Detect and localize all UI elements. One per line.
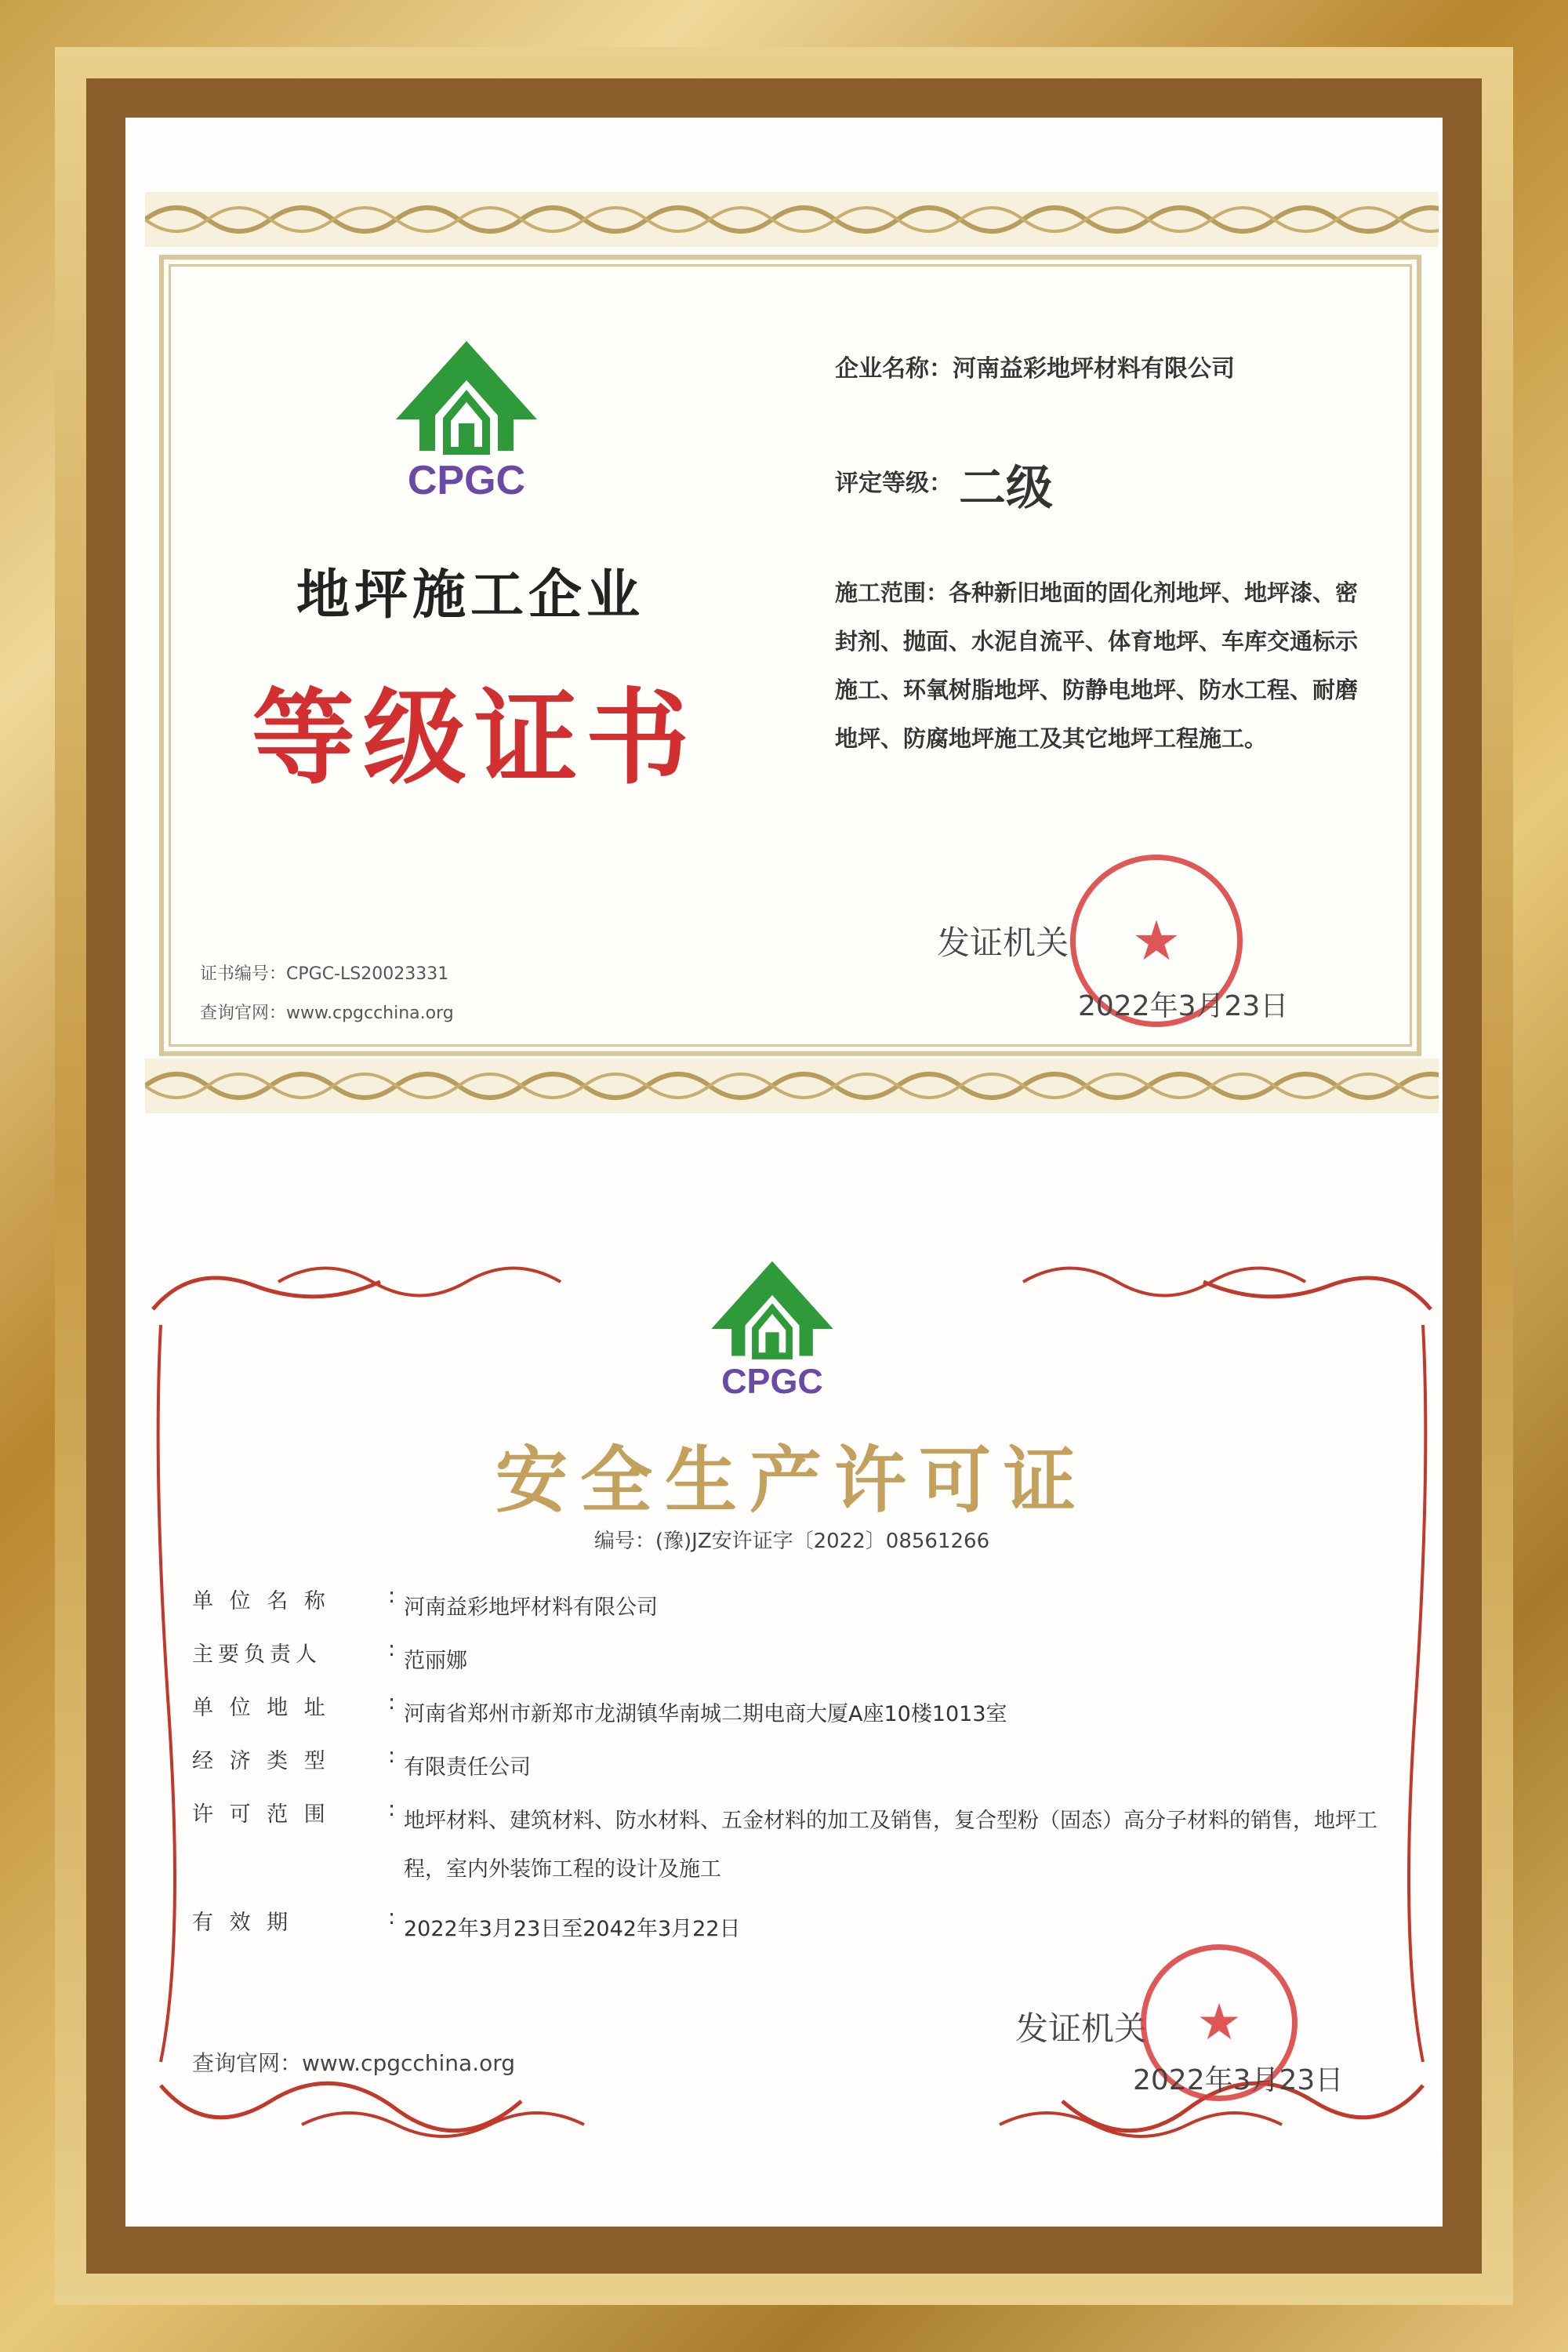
website-value: www.cpgcchina.org xyxy=(302,2050,516,2076)
info-row: 主要负责人 : 范丽娜 xyxy=(192,1637,1384,1686)
row-value: 范丽娜 xyxy=(404,1649,467,1673)
info-row: 许 可 范 围 : 地坪材料、建筑材料、防水材料、五金材料的加工及销售，复合型粉（固态）高分子材料的销售，地坪工程，室内外装饰工程的设计及施工 xyxy=(192,1797,1384,1894)
query-website xyxy=(200,1000,454,1024)
query-website xyxy=(192,2046,515,2078)
grade-value: 二级 xyxy=(959,461,1053,516)
info-row: 有 效 期 : 2022年3月23日至2042年3月22日 xyxy=(192,1905,1384,1954)
info-row: 经 济 类 型 : 有限责任公司 xyxy=(192,1744,1384,1792)
row-value: 有限责任公司 xyxy=(404,1755,531,1780)
company-name-row xyxy=(835,349,1368,383)
cert-number-value: CPGC-LS20023331 xyxy=(286,964,449,984)
cpgc-house-logo-icon xyxy=(698,1254,847,1403)
bottom-scroll-ornament xyxy=(145,1058,1439,1113)
info-row: 单 位 地 址 : 河南省郑州市新郑市龙湖镇华南城二期电商大厦A座10楼1013室 xyxy=(192,1690,1384,1739)
company-name-label: 企业名称： xyxy=(835,355,953,383)
certificate-title: 等级证书 xyxy=(252,677,697,799)
row-value: 河南益彩地坪材料有限公司 xyxy=(404,1595,658,1620)
red-star-icon: ★ xyxy=(1196,1994,1242,2052)
company-name-value: 河南益彩地坪材料有限公司 xyxy=(953,355,1235,383)
construction-scope xyxy=(835,568,1368,763)
top-scroll-ornament xyxy=(145,192,1439,247)
row-value: 2022年3月23日至2042年3月22日 xyxy=(404,1917,741,1941)
grade-label: 评定等级： xyxy=(835,470,953,497)
grade-row xyxy=(835,451,1368,518)
website-label: 查询官网： xyxy=(200,1004,287,1023)
row-label: 有 效 期 xyxy=(192,1911,293,1935)
certificate-number xyxy=(200,960,448,985)
issuer-label: 发证机关 xyxy=(937,924,1069,962)
certificate-subtitle: 地坪施工企业 xyxy=(296,564,644,626)
license-number: 编号：(豫)JZ安许证字〔2022〕08561266 xyxy=(593,1530,990,1553)
safety-production-license xyxy=(145,1239,1439,2156)
grade-certificate xyxy=(145,192,1439,1113)
issuer-label: 发证机关 xyxy=(1015,2009,1148,2048)
website-label: 查询官网： xyxy=(192,2050,303,2076)
row-label: 主要负责人 xyxy=(192,1642,321,1667)
website-value: www.cpgcchina.org xyxy=(286,1004,454,1023)
row-value: 地坪材料、建筑材料、防水材料、五金材料的加工及销售，复合型粉（固态）高分子材料的销售，地坪工程，室内外装饰工程的设计及施工 xyxy=(404,1809,1377,1882)
issue-date: 2022年3月23日 xyxy=(1133,2064,1344,2096)
svg-text:CPGC: CPGC xyxy=(721,1361,823,1402)
issue-date: 2022年3月23日 xyxy=(1078,990,1289,1022)
info-row: 单 位 名 称 : 河南益彩地坪材料有限公司 xyxy=(192,1584,1384,1632)
cpgc-house-logo-icon xyxy=(380,333,553,506)
row-label: 单 位 地 址 xyxy=(192,1696,330,1720)
row-value: 河南省郑州市新郑市龙湖镇华南城二期电商大厦A座10楼1013室 xyxy=(404,1702,1007,1726)
row-label: 许 可 范 围 xyxy=(192,1802,330,1827)
scope-value: 各种新旧地面的固化剂地坪、地坪漆、密封剂、抛面、水泥自流平、体育地坪、车库交通标示施工、环氧树脂地坪、防静电地坪、防水工程、耐磨地坪、防腐地坪施工及其它地坪工程施工。 xyxy=(835,579,1359,752)
svg-text:CPGC: CPGC xyxy=(407,458,526,503)
scope-label: 施工范围： xyxy=(835,579,949,606)
row-label: 经 济 类 型 xyxy=(192,1749,330,1773)
row-label: 单 位 名 称 xyxy=(192,1589,330,1613)
license-title: 安全生产许可证 xyxy=(495,1438,1088,1523)
cert-number-label: 证书编号： xyxy=(200,964,287,984)
red-star-icon: ★ xyxy=(1131,909,1181,973)
